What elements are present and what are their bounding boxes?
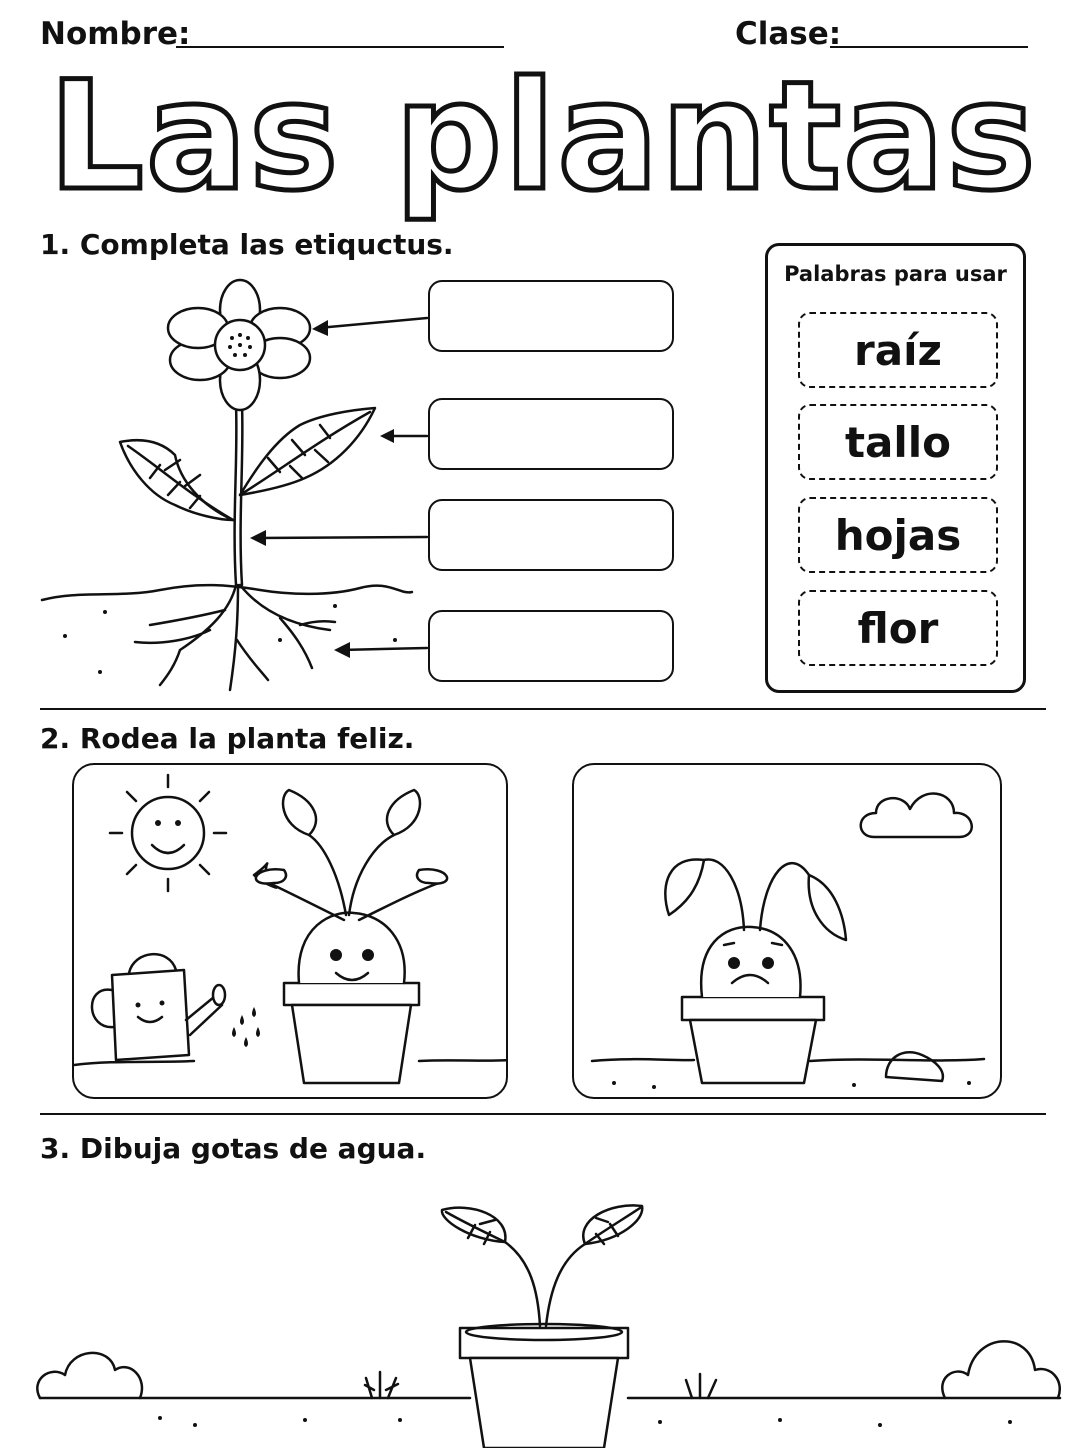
word-card-hojas[interactable]: hojas [798,497,998,573]
sad-plant-panel[interactable] [572,763,1002,1099]
label-box-leaves[interactable] [428,398,674,470]
happy-plant-panel[interactable] [72,763,508,1099]
happy-plant-illustration [74,765,508,1099]
label-box-root[interactable] [428,610,674,682]
question-2-prompt: 2. Rodea la planta feliz. [40,722,415,755]
seedling-drawing-area[interactable] [0,1180,1086,1448]
name-label: Nombre: [40,16,191,52]
word-bank-title: Palabras para usar [784,262,1007,286]
word-card-raiz[interactable]: raíz [798,312,998,388]
section-divider-2 [40,1113,1046,1115]
question-1-prompt: 1. Completa las etiquctus. [40,228,454,261]
class-label: Clase: [735,16,842,52]
sad-plant-illustration [574,765,1002,1099]
page-title: Las plantas [48,50,1038,224]
word-card-flor[interactable]: flor [798,590,998,666]
question-3-prompt: 3. Dibuja gotas de agua. [40,1132,427,1165]
label-box-stem[interactable] [428,499,674,571]
word-bank [765,243,1026,693]
label-box-flower[interactable] [428,280,674,352]
word-card-tallo[interactable]: tallo [798,404,998,480]
section-divider-1 [40,708,1046,710]
